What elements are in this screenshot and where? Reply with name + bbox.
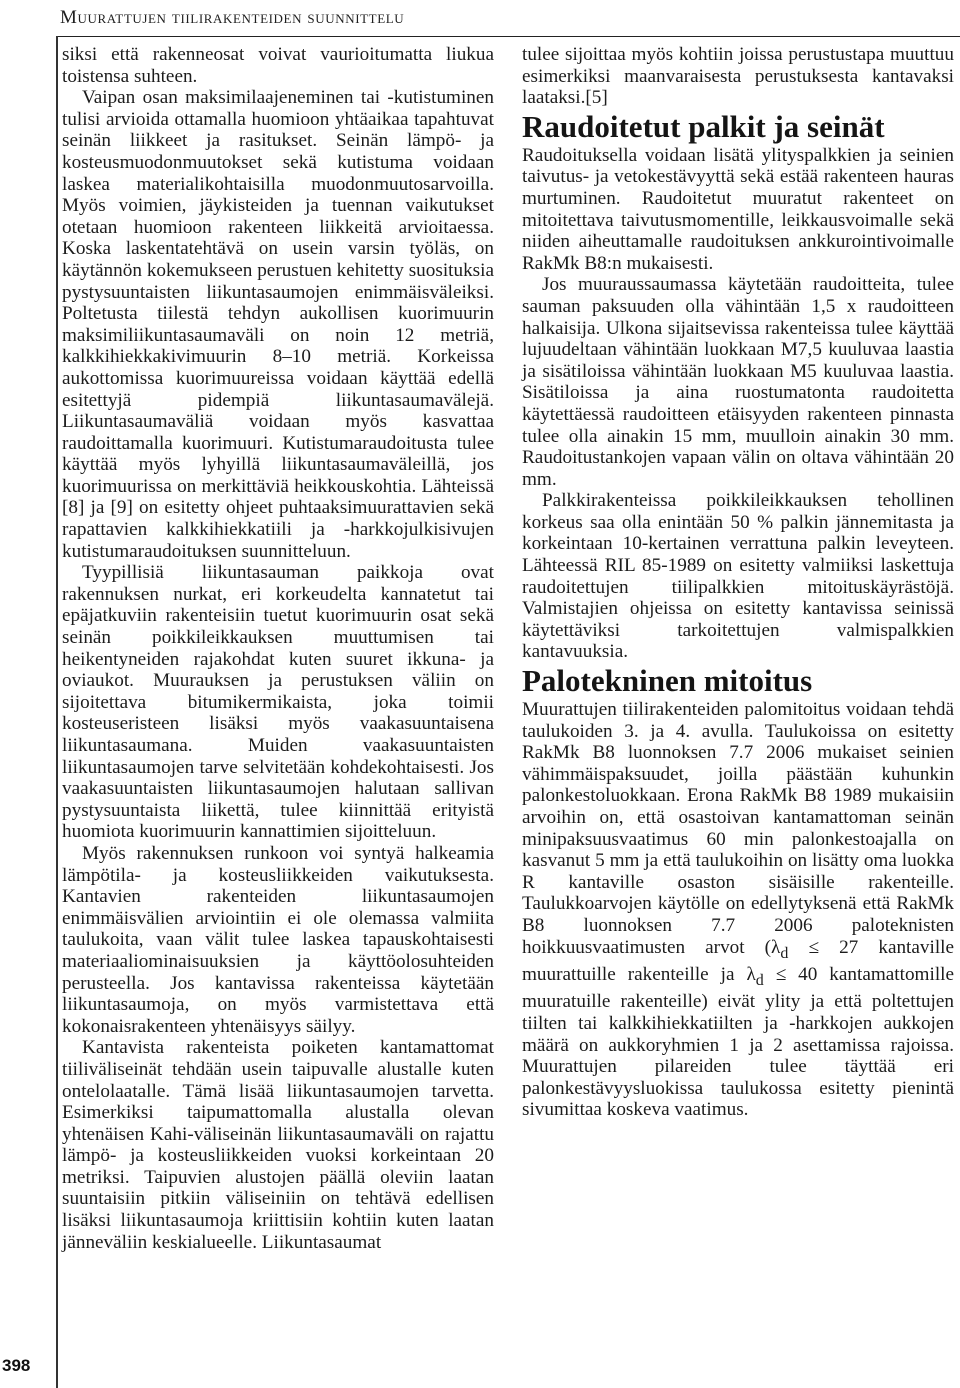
page-number: 398: [2, 1356, 31, 1375]
left-column: [62, 44, 494, 1253]
running-header: [56, 4, 960, 37]
paragraph-frame-cracks: Myös rakennuksen runkoon voi syntyä halkeamia lämpötila- ja kosteusliikkeiden vaikutuksesta. Kantavien rakenteiden liikuntasaumojen enimmäisvälien arviointiin ei ole olemassa valmiita taulukoita, vaan välit tulee laskea tapauskohtaisesti materiaaliominaisuuksien ja käyttöolosuhteiden perusteella. Jos kantavissa rakenteissa käytetään liikuntasaumoja, on myös varmistettava että kokonaisrakenteen yhtenäisyys säilyy.: [62, 842, 494, 1037]
lambda-subscript-1: d: [780, 944, 789, 962]
paragraph-continuation: siksi että rakenneosat voivat vaurioitumatta liukua toistensa suhteen.: [62, 44, 494, 87]
paragraph-reinforcement: Raudoituksella voidaan lisätä ylityspalkkien ja seinien taivutus- ja vetokestävyyttä sekä estää rakenteen hauras murtuminen. Raudoitetut muuratut rakenteet on mitoitettava taivutusmomentille, leikkausvoimalle sekä niiden aiheuttamalle raudoituksen ankkurointivoimalle RakMk B8:n mukaisesti.: [522, 144, 954, 274]
paragraph-expansion-joints: Vaipan osan maksimilaajeneminen tai -kutistuminen tulisi arvioida ottamalla huomioon yhtäaikaa tapahtuvat seinän liikkeet ja rasitukset. Seinän lämpö- ja kosteusmuodonmuutokset sekä kutistuma voidaan laskea materialikohtaisilla muodonmuutosarvoilla. Myös voimien, jäykisteiden ja tuennan vaikutukset otetaan huomioon rakenteen liikkeitä arvioitaessa. Koska laskentatehtävä on usein varsin työläs, on käytännön kokemukseen perustuen kehitetty suosituksia pystysuuntaisten liikuntasaumojen enimmäisväleiksi. Poltetusta tiilestä tehdyn aukollisen kuorimuurin maksimiliikuntasaumaväli on noin 12 metriä, kalkkihiekkakivimuurin 8–10 metriä. Korkeissa aukottomissa kuorimuureissa voidaan käyttää edellä esitettyjä pidempiä liikuntasaumavälejä. Liikuntasaumaväliä voidaan myös kasvattaa raudoittamalla kuorimuuri. Kutistumaraudoitusta tulee käyttää myös lyhyillä liikuntasaumaväleillä, jos kuorimuurissa on merkittäviä heikkouskohtia. Lähteissä [8] ja [9] on esitetty ohjeet puhtaaksimuurattavien sekä rapattavien kalkkihiekkatiili ja -harkkojulkisivujen kutistumaraudoituksen suunnitteluun.: [62, 87, 494, 562]
paragraph-beam-structures: Palkkirakenteissa poikkileikkauksen tehollinen korkeus saa olla enintään 50 % palkin jännemitasta ja korkeintaan 10-kertainen verrattuna palkin leveyteen. Lähteessä RIL 85-1989 on esitetty valmiiksi laskettuja raudoitettujen tiilipalkkien mitoituskäyrästöjä. Valmistajien ohjeissa on esitetty kantavissa seinissä käytettäviksi tarkoitettujen valmispalkkien kantavuuksia.: [522, 490, 954, 663]
right-column: [522, 44, 954, 1121]
paragraph-joint-locations: Tyypillisiä liikuntasauman paikkoja ovat rakennuksen nurkat, eri korkeudelta kannatetut tai epäjatkuviin rakenteisiin tuetut kuorimuurin osat sekä seinän poikkileikkauksen muuttumisen tai heikentyneiden rajakohdat kuten suuret ikkuna- ja oviaukot. Muurauksen ja perustuksen väliin on sijoitettava bitumikermikaista, joka toimii kosteuseristeen lisäksi myös vaakasuuntaisena liikuntasaumana. Muiden vaakasuuntaisten liikuntasaumojen tarve selvitetään kohdekohtaisesti. Jos vaakasuuntaisten liikuntasaumojen halutaan sallivan pystysuuntaista liikettä, tulee kiinnittää erityistä huomiota kuorimuurin kannattimien sijoitteluun.: [62, 562, 494, 843]
heading-fire-design: Palotekninen mitoitus: [522, 663, 813, 699]
fire-text-part-b: ≤ 27 kantaville muurattuille rakenteille ja λ: [522, 936, 955, 985]
heading-reinforced-beams: Raudoitetut palkit ja seinät: [522, 108, 885, 144]
paragraph-foundation-change: tulee sijoittaa myös kohtiin joissa perustustapa muuttuu esimerkiksi maanvaraisesta perustuksesta kantavaksi laataksi.[5]: [522, 44, 954, 109]
fire-text-part-a: Muurattujen tiilirakenteiden palomitoitus voidaan tehdä taulukoiden 3. ja 4. avulla. Taulukoissa on esitetty RakMk B8 luonnoksen 7.7 2006 mukaiset seinien vähimmäispaksuudet, joilla päästään kuhunkin palonkestoluokkaan. Erona RakMk B8 1989 mukaisiin arvoihin on, että osastoivan kantamattoman seinän minipaksuusvaatimus 60 min palonkestoajalla on kasvanut 5 mm ja että taulukoihin on lisätty oma luokka R kantaville osaston sisäisille rakenteille. Taulukkoarvojen käytölle on edellytyksenä että RakMk B8 luonnoksen 7.7 2006 paloteknisten hoikkuusvaatimusten arvot (λ: [522, 699, 954, 958]
paragraph-joint-thickness: Jos muuraussaumassa käytetään raudoitteita, tulee sauman paksuuden olla vähintään 1,5 x raudoitteen halkaisija. Ulkona sijaitsevissa rakenteissa tulee käyttää lujuudeltaan vähintään luokkaan M7,5 kuuluvaa laastia ja sisätiloissa vähintään luokkaan M5 kuuluvaa laastia. Sisätiloissa ja aina ruostumatonta raudoitetta käytettäessä raudoitteen etäisyyden rakenteen pinnasta tulee olla ainakin 15 mm, muulloin ainakin 30 mm. Raudoitustankojen vapaan välin on oltava vähintään 20 mm.: [522, 274, 954, 490]
running-header-title: Muurattujen tiilirakenteiden suunnittelu: [60, 7, 405, 28]
lambda-subscript-2: d: [755, 971, 764, 989]
paragraph-partition-walls: Kantavista rakenteista poiketen kantamattomat tiiliväliseinät tehdään usein taipuvalle alustalle kuten ontelolaatalle. Tämä lisää liikuntasaumojen tarvetta. Esimerkiksi taipumattomalla alustalla olevan yhtenäisen Kahi-väliseinän liikuntasaumaväli on rajattu lämpö- ja kosteusliikkeiden vuoksi korkeintaan 20 metriksi. Taipuvien alustojen päällä oleviin laatan suuntaisiin pitkiin väliseiniin on tehtävä edellisen lisäksi liikuntasaumoja kriittisiin kohtiin kuten laatan jänneväliin keskialueelle. Liikuntasaumat: [62, 1037, 494, 1253]
paragraph-fire-design: [522, 699, 954, 1121]
page-margin-rule: [56, 36, 58, 1388]
fire-text-part-c: ≤ 40 kantamattomille muuratuille rakenteille) eivät ylity ja että poltettujen tiilten tai kalkkihiekkatiilten ja -harkkojen aukkojen määrä on aukkoryhmien 1 ja 2 asettamissa rajoissa. Muurattujen pilareiden tulee täyttää eri palonkestävyysluokissa taulukossa esitetty pienintä sivumittaa koskeva vaatimus.: [522, 963, 954, 1121]
